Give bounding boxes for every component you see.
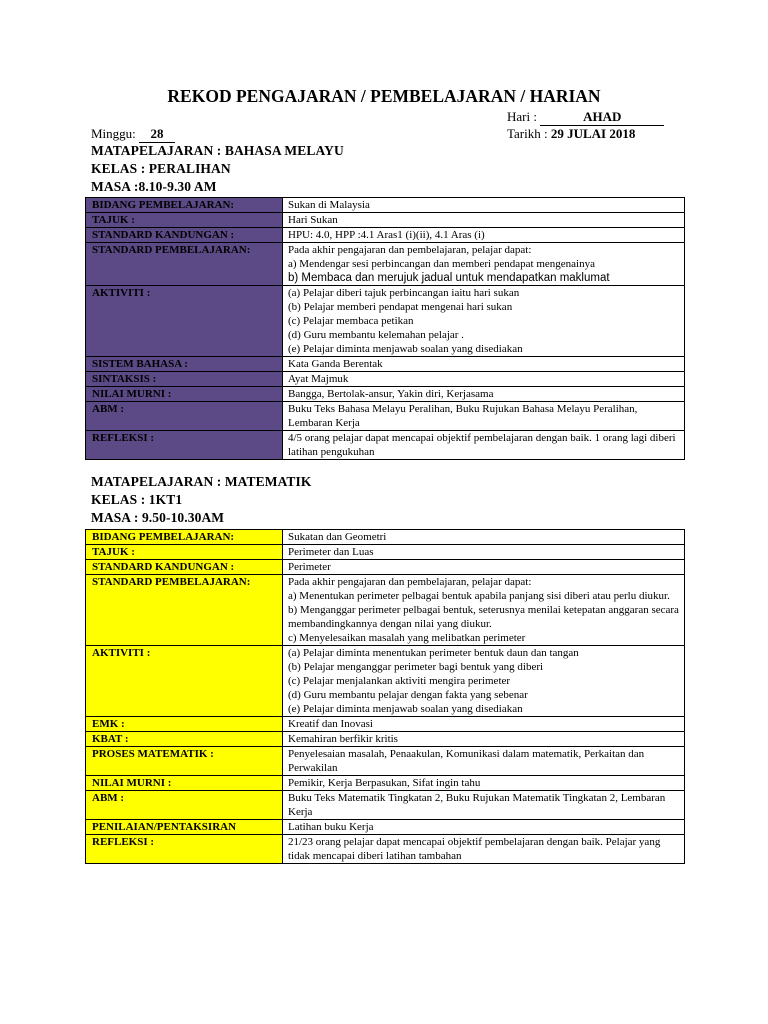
row-value-line: Hari Sukan <box>288 214 338 226</box>
section1-table-body <box>86 198 685 460</box>
row-value-line: (c) Pelajar menjalankan aktiviti mengira perimeter <box>288 675 511 687</box>
table-row <box>86 286 685 357</box>
table-row <box>86 575 685 646</box>
row-label: BIDANG PEMBELAJARAN: <box>86 198 283 213</box>
row-value-line: (b) Pelajar memberi pendapat mengenai hari sukan <box>288 301 513 313</box>
row-value-line: b) Menganggar perimeter pelbagai bentuk, seterusnya menilai ketepatan anggaran secara membandingkannya dengan nilai yang diukur. <box>288 604 679 630</box>
row-value-line: Latihan buku Kerja <box>288 821 374 833</box>
table-row <box>86 646 685 717</box>
table-row <box>86 776 685 791</box>
section2-time: MASA : 9.50-10.30AM <box>91 510 225 525</box>
row-label: SINTAKSIS : <box>86 372 283 387</box>
row-value-line: (c) Pelajar membaca petikan <box>288 315 414 327</box>
row-value-line: (d) Guru membantu pelajar dengan fakta yang sebenar <box>288 689 528 701</box>
row-value-line: (d) Guru membantu kelemahan pelajar . <box>288 329 464 341</box>
table-row <box>86 228 685 243</box>
row-label: ABM : <box>86 791 283 820</box>
row-label: STANDARD KANDUNGAN : <box>86 560 283 575</box>
row-value <box>283 545 685 560</box>
row-value-line: (e) Pelajar diminta menjawab soalan yang disediakan <box>288 703 523 715</box>
row-value-line: (a) Pelajar diminta menentukan perimeter bentuk daun dan tangan <box>288 647 579 659</box>
section1-class: KELAS : PERALIHAN <box>91 161 231 176</box>
minggu-field <box>91 126 175 143</box>
table-row <box>86 357 685 372</box>
table-row <box>86 791 685 820</box>
row-value-line: b) Membaca dan merujuk jadual untuk mendapatkan maklumat <box>288 272 610 284</box>
row-value <box>283 791 685 820</box>
row-label: SISTEM BAHASA : <box>86 357 283 372</box>
row-value <box>283 646 685 717</box>
row-label: KBAT : <box>86 732 283 747</box>
table-row <box>86 387 685 402</box>
row-label: STANDARD PEMBELAJARAN: <box>86 575 283 646</box>
row-value <box>283 575 685 646</box>
row-value <box>283 402 685 431</box>
table-row <box>86 835 685 864</box>
section2-table-body <box>86 530 685 864</box>
row-value-line: Buku Teks Bahasa Melayu Peralihan, Buku Rujukan Bahasa Melayu Peralihan, Lembaran Kerja <box>288 403 638 429</box>
row-value-line: Pada akhir pengajaran dan pembelajaran, pelajar dapat: <box>288 576 532 588</box>
row-value-line: (a) Pelajar diberi tajuk perbincangan iaitu hari sukan <box>288 287 520 299</box>
row-value-line: Bangga, Bertolak-ansur, Yakin diri, Kerjasama <box>288 388 494 400</box>
page-title: REKOD PENGAJARAN / PEMBELAJARAN / HARIAN <box>167 86 601 106</box>
table-row <box>86 732 685 747</box>
row-label: ABM : <box>86 402 283 431</box>
row-label: REFLEKSI : <box>86 431 283 460</box>
row-value <box>283 286 685 357</box>
row-label: STANDARD PEMBELAJARAN: <box>86 243 283 286</box>
row-label: BIDANG PEMBELAJARAN: <box>86 530 283 545</box>
row-value <box>283 747 685 776</box>
section1-time: MASA :8.10-9.30 AM <box>91 179 217 194</box>
row-label: REFLEKSI : <box>86 835 283 864</box>
row-value <box>283 228 685 243</box>
row-value <box>283 213 685 228</box>
row-value-line: Ayat Majmuk <box>288 373 349 385</box>
tarikh-value: 29 JULAI 2018 <box>550 126 636 141</box>
row-value <box>283 387 685 402</box>
table-row <box>86 243 685 286</box>
row-value-line: (b) Pelajar menganggar perimeter bagi bentuk yang diberi <box>288 661 544 673</box>
hari-label: Hari : <box>507 109 537 124</box>
row-value-line: Perimeter <box>288 561 331 573</box>
table-row <box>86 820 685 835</box>
row-value <box>283 357 685 372</box>
table-row <box>86 530 685 545</box>
section2-subject: MATAPELAJARAN : MATEMATIK <box>91 474 312 489</box>
row-value <box>283 732 685 747</box>
row-value <box>283 431 685 460</box>
row-value-line: (e) Pelajar diminta menjawab soalan yang disediakan <box>288 343 523 355</box>
row-value-line: Pemikir, Kerja Berpasukan, Sifat ingin tahu <box>288 777 481 789</box>
row-label: PENILAIAN/PENTAKSIRAN <box>86 820 283 835</box>
row-value-line: Sukatan dan Geometri <box>288 531 387 543</box>
row-value-line: HPU: 4.0, HPP :4.1 Aras1 (i)(ii), 4.1 Aras (i) <box>288 229 485 241</box>
row-value-line: 21/23 orang pelajar dapat mencapai objektif pembelajaran dengan baik. Pelajar yang tidak mencapai diberi latihan tambahan <box>288 836 661 862</box>
table-row <box>86 545 685 560</box>
row-label: PROSES MATEMATIK : <box>86 747 283 776</box>
row-label: EMK : <box>86 717 283 732</box>
row-label: NILAI MURNI : <box>86 776 283 791</box>
row-value-line: Penyelesaian masalah, Penaakulan, Komunikasi dalam matematik, Perkaitan dan Perwakilan <box>288 748 645 774</box>
row-value-line: Sukan di Malaysia <box>288 199 370 211</box>
row-value-line: Buku Teks Matematik Tingkatan 2, Buku Rujukan Matematik Tingkatan 2, Lembaran Kerja <box>288 792 666 818</box>
row-value <box>283 372 685 387</box>
table-row <box>86 213 685 228</box>
row-value-line: Pada akhir pengajaran dan pembelajaran, pelajar dapat: <box>288 244 532 256</box>
table-row <box>86 431 685 460</box>
row-value <box>283 560 685 575</box>
minggu-value: 28 <box>139 126 175 143</box>
section1-subject: MATAPELAJARAN : BAHASA MELAYU <box>91 143 344 158</box>
table-row <box>86 198 685 213</box>
row-label: STANDARD KANDUNGAN : <box>86 228 283 243</box>
row-label: TAJUK : <box>86 213 283 228</box>
section1-table <box>85 197 685 460</box>
table-row <box>86 560 685 575</box>
row-value <box>283 820 685 835</box>
row-value-line: Kreatif dan Inovasi <box>288 718 373 730</box>
row-label: AKTIVITI : <box>86 286 283 357</box>
table-row <box>86 372 685 387</box>
row-value-line: Kemahiran berfikir kritis <box>288 733 398 745</box>
row-value <box>283 243 685 286</box>
row-value-line: Kata Ganda Berentak <box>288 358 383 370</box>
row-value <box>283 717 685 732</box>
row-value-line: c) Menyelesaikan masalah yang melibatkan perimeter <box>288 632 526 644</box>
row-label: TAJUK : <box>86 545 283 560</box>
tarikh-field <box>507 126 635 142</box>
hari-value: AHAD <box>540 109 664 126</box>
minggu-label: Minggu: <box>91 126 136 141</box>
row-value <box>283 776 685 791</box>
hari-field <box>507 109 664 126</box>
section2-class: KELAS : 1KT1 <box>91 492 183 507</box>
row-label: AKTIVITI : <box>86 646 283 717</box>
row-value <box>283 198 685 213</box>
row-value <box>283 835 685 864</box>
row-value-line: 4/5 orang pelajar dapat mencapai objektif pembelajaran dengan baik. 1 orang lagi diberi latihan pengukuhan <box>288 432 676 458</box>
section2-table <box>85 529 685 864</box>
row-value-line: Perimeter dan Luas <box>288 546 374 558</box>
row-value-line: a) Mendengar sesi perbincangan dan memberi pendapat mengenainya <box>288 258 595 270</box>
table-row <box>86 747 685 776</box>
row-value-line: a) Menentukan perimeter pelbagai bentuk apabila panjang sisi diberi atau perlu diukur. <box>288 590 670 602</box>
tarikh-label: Tarikh : <box>507 126 548 141</box>
table-row <box>86 402 685 431</box>
row-label: NILAI MURNI : <box>86 387 283 402</box>
row-value <box>283 530 685 545</box>
table-row <box>86 717 685 732</box>
